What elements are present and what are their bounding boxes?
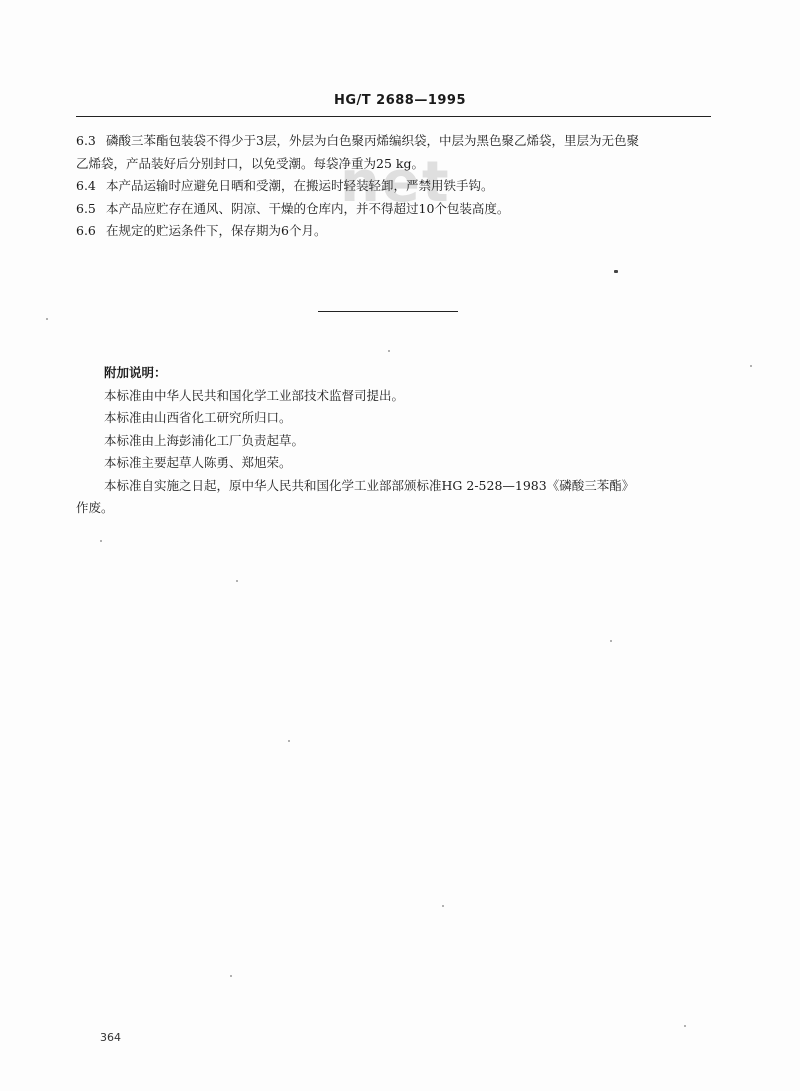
appendix-title: 附加说明： [104, 365, 167, 380]
clause-6-5 [76, 198, 716, 221]
appendix-line: 本标准由中华人民共和国化学工业部技术监督司提出。 [104, 387, 405, 403]
clause-6-6 [76, 220, 716, 243]
clause-text-continued: 乙烯袋，产品装好后分别封口，以免受潮。每袋净重为25 kg。 [76, 155, 424, 171]
appendix-line: 本标准由山西省化工研究所归口。 [104, 410, 292, 425]
clause-number: 6.4 [76, 178, 96, 193]
scan-speck [288, 740, 290, 742]
appendix-line: 本标准主要起草人陈勇、郑旭荣。 [104, 455, 292, 470]
scan-speck [614, 270, 618, 273]
appendix-notes [76, 362, 704, 520]
clause-6-4 [76, 175, 716, 198]
scan-speck [46, 318, 48, 320]
clause-number: 6.6 [76, 223, 96, 238]
clause-text: 在规定的贮运条件下，保存期为6个月。 [106, 223, 327, 238]
clause-number: 6.5 [76, 200, 96, 216]
scan-speck [610, 640, 612, 642]
scan-speck [100, 540, 102, 542]
section-end-rule [318, 311, 458, 312]
scan-speck [750, 365, 752, 367]
scan-speck [236, 580, 238, 582]
appendix-line: 本标准由上海彭浦化工厂负责起草。 [104, 432, 305, 448]
appendix-line-continued: 作废。 [76, 500, 114, 515]
standard-code-header: HG/T 2688—1995 [333, 93, 467, 108]
clause-number: 6.3 [76, 133, 96, 148]
clause-text: 本产品运输时应避免日晒和受潮，在搬运时轻装轻卸，严禁用铁手钩。 [106, 178, 494, 193]
scan-speck [388, 350, 390, 352]
page-number: 364 [100, 1031, 121, 1044]
clause-text: 磷酸三苯酯包装袋不得少于3层，外层为白色聚丙烯编织袋，中层为黑色聚乙烯袋，里层为无色聚 [106, 133, 639, 148]
scan-speck [442, 905, 444, 907]
scan-speck [230, 975, 232, 977]
watermark: net [340, 150, 451, 215]
clauses-section [76, 130, 716, 243]
clause-6-3 [76, 130, 716, 175]
header-rule [76, 116, 711, 117]
clause-text: 本产品应贮存在通风、阴凉、干燥的仓库内，并不得超过10个包装高度。 [106, 200, 510, 216]
appendix-line: 本标准自实施之日起，原中华人民共和国化学工业部部颁标准HG 2-528—1983《磷酸三苯酯》 [104, 477, 635, 493]
scan-speck [684, 1025, 686, 1027]
